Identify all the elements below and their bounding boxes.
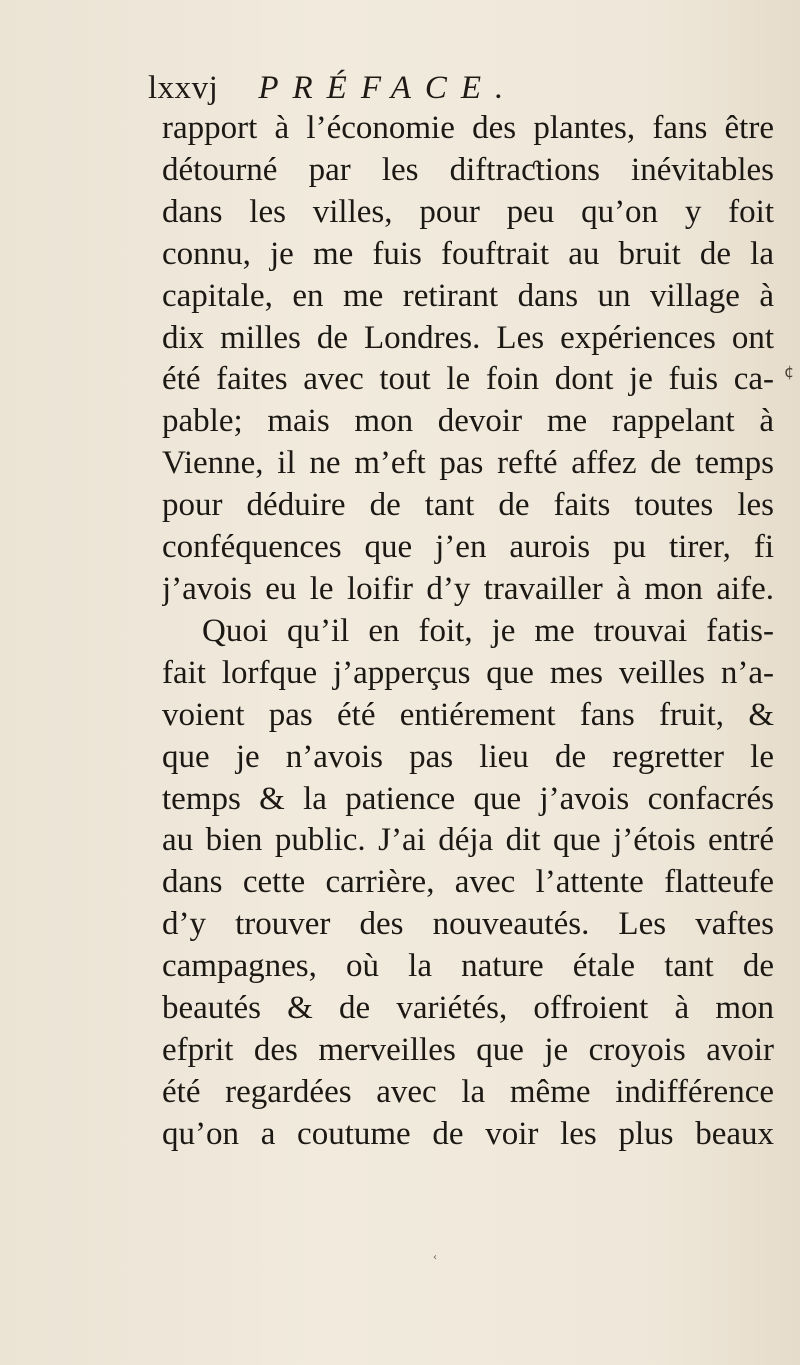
text-line: pable; mais mon devoir me rappelant à <box>162 403 774 440</box>
text-line: été faites avec tout le foin dont je fuis ca- <box>162 361 774 398</box>
text-line: au bien public. J’ai déja dit que j’étois entré <box>162 822 774 859</box>
text-line: pour déduire de tant de faits toutes les <box>162 487 774 524</box>
text-line: Quoi qu’il en foit, je me trouvai fatis- <box>202 612 774 649</box>
text-line: conféquences que j’en aurois pu tirer, fi <box>162 529 774 566</box>
text-line: efprit des merveilles que je croyois avoir <box>162 1031 774 1068</box>
text-line: que je n’avois pas lieu de regretter le <box>162 738 774 775</box>
text-line: capitale, en me retirant dans un village à <box>162 277 774 314</box>
body-text <box>162 108 774 1156</box>
text-line: j’avois eu le loifir d’y travailler à mon aife. <box>162 570 774 607</box>
running-head: PRÉFACE. <box>258 70 518 106</box>
page-number: lxxvj <box>148 70 219 106</box>
text-line: campagnes, où la nature étale tant de <box>162 948 774 985</box>
text-line: voient pas été entiérement fans fruit, & <box>162 696 774 733</box>
margin-mark-icon: ¢ <box>784 362 795 381</box>
text-line: rapport à l’économie des plantes, fans être <box>162 110 774 146</box>
text-line: détourné par les diftraƈtions inévitables <box>162 151 774 188</box>
text-line: dans les villes, pour peu qu’on y foit <box>162 193 774 230</box>
text-line: d’y trouver des nouveautés. Les vaftes <box>162 906 774 943</box>
text-line: fait lorfque j’apperçus que mes veilles n’a- <box>162 654 774 691</box>
text-line: qu’on a coutume de voir les plus beaux <box>162 1115 774 1152</box>
text-line: dans cette carrière, avec l’attente flatteufe <box>162 864 774 901</box>
text-line: temps & la patience que j’avois confacrés <box>162 780 774 817</box>
text-line: connu, je me fuis fouftrait au bruit de la <box>162 235 774 272</box>
text-line: été regardées avec la même indifférence <box>162 1073 774 1110</box>
text-line: beautés & de variétés, offroient à mon <box>162 990 774 1027</box>
text-line: dix milles de Londres. Les expériences ont <box>162 319 774 356</box>
bottom-mark-icon: ‹ <box>433 1252 437 1263</box>
text-line: Vienne, il ne m’eft pas refté affez de temps <box>162 445 774 482</box>
